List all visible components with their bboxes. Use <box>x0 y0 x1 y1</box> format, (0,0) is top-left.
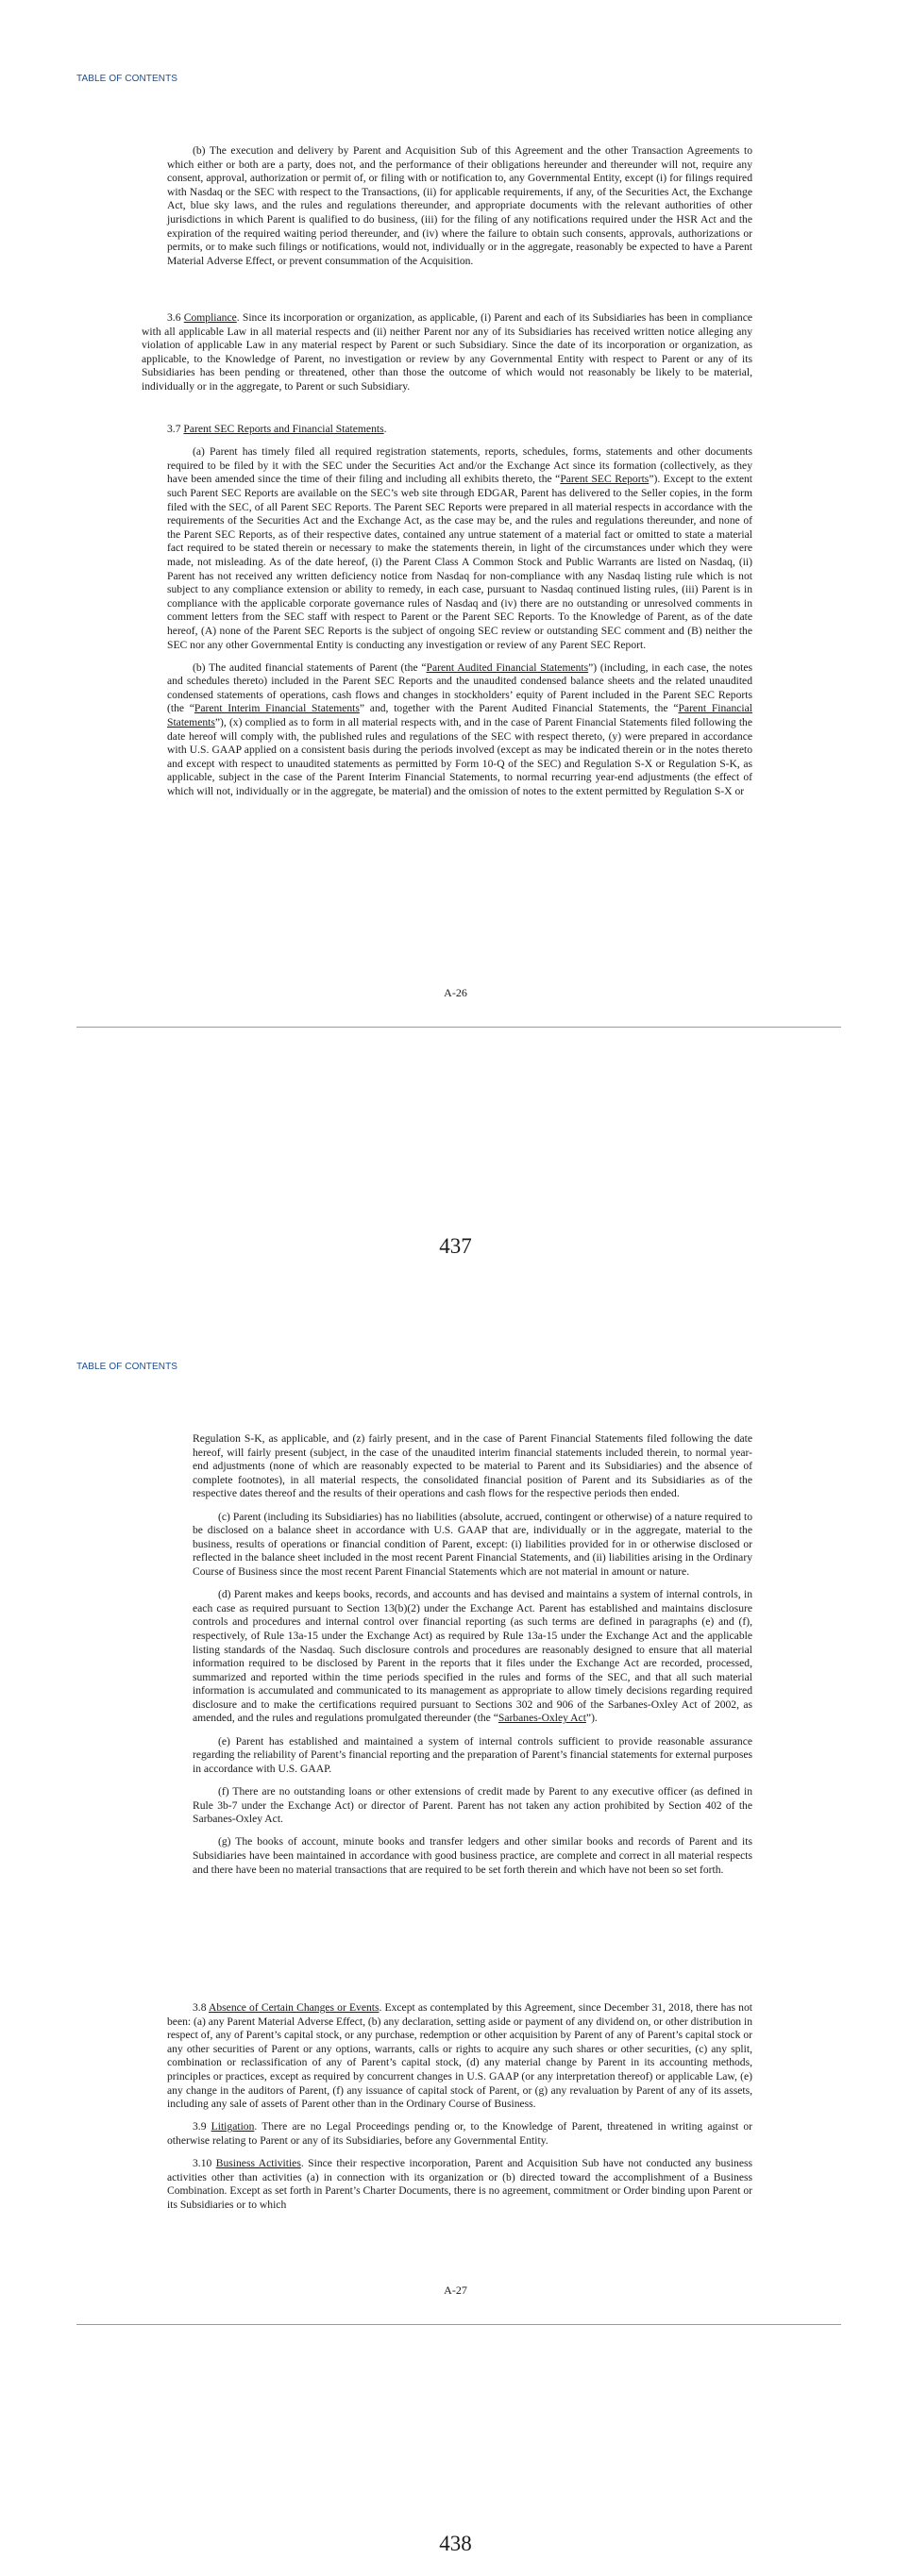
section-text: . Except as contemplated by this Agreement, since December 31, 2018, there has not been: (a) any Parent Material Adverse Effect, (b) any declaration, setting aside or payment of any dividend on, or other distribution in respect of, any of Parent’s capital stock, or any purchase, redemption or other acquisition by Parent of any of Parent’s capital stock or any other securities of Parent or any options, warrants, calls or rights to acquire any such shares or other securities, (c) any split, combination or reclassification of any of Parent’s capital stock, (d) any material change by Parent in its accounting methods, principles or practices, except as required by concurrent changes in U.S. GAAP (or any interpretation thereof) or applicable Law, (e) any change in the auditors of Parent, (f) any issuance of capital stock of Parent, or (g) any revaluation by Parent of any of its assets, including any sale of assets of Parent other than in the Ordinary Course of Business. <box>167 2001 752 2111</box>
paragraph-3-7-c: (c) Parent (including its Subsidiaries) has no liabilities (absolute, accrued, contingent or otherwise) of a nature required to be disclosed on a balance sheet in accordance with U.S. GAAP that are, individually or in the aggregate, material to the business, results of operations or financial condition of Parent, except: (i) liabilities provided for in or otherwise disclosed or reflected in the balance sheet included in the most recent Parent Financial Statements, and (ii) liabilities arising in the Ordinary Course of Business since the most recent Parent Financial Statements which are not material in amount or nature. <box>193 1510 752 1578</box>
defined-term-parent-sec-reports: Parent SEC Reports <box>560 473 650 486</box>
defined-term-sarbanes-oxley: Sarbanes-Oxley Act <box>498 1712 586 1725</box>
paragraph-text: ”). <box>585 1712 598 1725</box>
section-number: 3.10 <box>193 2157 212 2170</box>
table-of-contents-link[interactable]: TABLE OF CONTENTS <box>76 74 178 84</box>
section-3-10-business-activities <box>167 2157 752 2212</box>
paragraph-3-7-b-continued: Regulation S-K, as applicable, and (z) fairly present, and in the case of Parent Financial Statements filed following the date hereof, will fairly present (subject, in the case of the unaudited interim financial statements included therein, to normal year-end adjustments (none of which are reasonably expected to be material to Parent and its Subsidiaries) and the absence of complete footnotes), in all material respects, the consolidated financial position of Parent and its Subsidiaries as of the respective dates thereof and the results of their operations and cash flows for the respective periods then ended. <box>193 1432 752 1500</box>
page-number: 437 <box>439 1234 472 1258</box>
page-folio: A-27 <box>444 2283 467 2297</box>
section-text: . Since its incorporation or organization, as applicable, (i) Parent and each of its Subsidiaries has been in compliance with all applicable Law in all material respects and (ii) neither Parent nor any of its Subsidiaries has received written notice alleging any violation of applicable Law in any material respect by Parent or such Subsidiary. Since the date of its incorporation or organization, as applicable, to the Knowledge of Parent, no investigation or review by any Governmental Entity with respect to Parent or any of its Subsidiaries has been pending or threatened, other than those the outcome of which would not reasonably be likely to be material, individually or in the aggregate, to Parent or such Subsidiary. <box>142 311 753 393</box>
section-number: 3.6 <box>167 311 181 324</box>
paragraph-text: ”) (including, in each case, the notes and schedules thereto) included in the Parent SEC Reports and the unaudited condensed balance sheets and the related unaudited condensed statements of operations, cash flows and changes in stockholders’ equity of Parent included in the Parent SEC Reports (the “ <box>167 661 753 715</box>
section-3-8-absence-of-changes <box>167 2001 752 2112</box>
page-a26-body <box>167 144 752 277</box>
paragraph-3-7-f: (f) There are no outstanding loans or other extensions of credit made by Parent to any executive officer (as defined in Rule 3b-7 under the Exchange Act) or director of Parent. Parent has not taken any action prohibited by Section 402 of the Sarbanes-Oxley Act. <box>193 1785 752 1826</box>
section-title-absence-of-changes: Absence of Certain Changes or Events <box>209 2001 380 2014</box>
section-3-7-block <box>167 423 752 808</box>
section-3-9-litigation <box>167 2120 752 2148</box>
section-title-sec-reports: Parent SEC Reports and Financial Statements <box>183 423 384 435</box>
paragraph-text: (d) Parent makes and keeps books, records, and accounts and has devised and maintains a system of internal controls, in each case as required pursuant to Section 13(b)(2) under the Exchange Act. Parent has established and maintains disclosure controls and procedures and internal control over financial reporting (as such terms are defined in paragraphs (e) and (f), respectively, of Rule 13a-15 under the Exchange Act) as required by Rule 13a-15 under the Exchange Act and the applicable listing standards of the Nasdaq. Such disclosure controls and procedures are reasonably designed to ensure that all material information required to be disclosed by Parent in the reports that it files under the Exchange Act are recorded, processed, summarized and reported within the time periods specified in the rules and forms of the SEC, and that all such material information is accumulated and communicated to its management as appropriate to allow timely decisions regarding required disclosure and to make the certifications required pursuant to Sections 302 and 906 of the Sarbanes-Oxley Act of 2002, as amended, and the rules and regulations promulgated thereunder (the “ <box>193 1588 752 1725</box>
defined-term-parent-fs: Parent Financial Statements <box>167 702 752 729</box>
section-title-compliance: Compliance <box>183 311 237 324</box>
table-of-contents-link[interactable]: TABLE OF CONTENTS <box>76 1362 178 1372</box>
section-text: . There are no Legal Proceedings pending or, to the Knowledge of Parent, threatened in writing against or otherwise relating to Parent or any of its Subsidiaries, before any Governmental Entity. <box>167 2120 752 2147</box>
paragraph-3-7-d <box>193 1588 752 1726</box>
paragraph-text: ”). Except to the extent such Parent SEC Reports are available on the SEC’s web site through EDGAR, Parent has delivered to the Seller copies, in the form filed with the SEC, of all Parent SEC Reports. The Parent SEC Reports were prepared in all material respects in accordance with the requirements of the Securities Act and the Exchange Act, as the case may be, and the rules and regulations thereunder, and none of the Parent SEC Reports, as of their respective dates, contained any untrue statement of a material fact or omitted to state a material fact required to be stated therein or necessary to make the statements therein, in light of the circumstances under which they were made, not misleading. As of the date hereof, (i) the Parent Class A Common Stock and Public Warrants are listed on Nasdaq, (ii) Parent has not received any written deficiency notice from Nasdaq for non-compliance with any Nasdaq listing rule which is not subject to any compliance extension or ability to remedy, in each case, pursuant to Nasdaq continued listing rules, (iii) Parent is in compliance with the applicable corporate governance rules of Nasdaq and (iv) there are no outstanding or unresolved comments in comment letters from the SEC staff with respect to Parent or the Parent SEC Reports. To the Knowledge of Parent, as of the date hereof, (A) none of the Parent SEC Reports is the subject of ongoing SEC review or outstanding SEC comment and (B) neither the SEC nor any other Governmental Entity is conducting any investigation or review of any Parent SEC Report. <box>167 473 753 651</box>
section-3-6-block <box>142 311 753 403</box>
section-3-7-heading <box>142 423 752 437</box>
paragraph-text: (b) The audited financial statements of Parent (the “ <box>193 661 427 674</box>
paragraph-3-7-b <box>167 661 752 799</box>
defined-term-interim-fs: Parent Interim Financial Statements <box>194 702 360 715</box>
section-title-litigation: Litigation <box>211 2120 255 2133</box>
paragraph-3-7-a <box>167 445 752 652</box>
sections-3-8-to-3-10 <box>167 2001 752 2221</box>
paragraph-3-7-e: (e) Parent has established and maintained a system of internal controls sufficient to provide reasonable assurance regarding the reliability of Parent’s financial reporting and the preparation of Parent’s financial statements for external purposes in accordance with U.S. GAAP. <box>193 1734 752 1775</box>
section-number: 3.8 <box>193 2001 207 2014</box>
section-text: . Since their respective incorporation, Parent and Acquisition Sub have not conducted any business activities other than activities (a) in connection with its organization or (b) directed toward the accomplishment of a Business Combination. Except as set forth in Parent’s Charter Documents, there is no agreement, commitment or Order binding upon Parent or its Subsidiaries or to which <box>167 2157 752 2211</box>
paragraph-text: ” and, together with the Parent Audited Financial Statements, the “ <box>359 702 679 715</box>
section-title-period: . <box>383 423 387 435</box>
document-page-a27 <box>0 1288 911 2576</box>
paragraph-text: (a) Parent has timely filed all required registration statements, reports, schedules, forms, statements and other documents required to be filed by it with the SEC under the Securities Act and/or the Exchange Act since its formation (collectively, as they have been amended since the time of their filing and including all exhibits thereto, the “ <box>167 445 752 486</box>
paragraph-3-5-b: (b) The execution and delivery by Parent and Acquisition Sub of this Agreement and the other Transaction Agreements to which either or both are a party, does not, and the performance of their obligations hereunder and thereunder will not, require any consent, approval, authorization or permit of, or filing with or notification to, any Governmental Entity, except (i) for filings required with Nasdaq or the SEC with respect to the Transactions, (ii) for applicable requirements, if any, of the Securities Act, the Exchange Act, blue sky laws, and the rules and regulations thereunder, and appropriate documents with the relevant authorities of other jurisdictions in which Parent is qualified to do business, (iii) for the filing of any notifications required under the HSR Act and the expiration of the required waiting period thereunder, and (iv) where the failure to obtain such consents, approvals, authorizations or permits, or to make such filings or notifications, would not, individually or in the aggregate, reasonably be expected to have a Parent Material Adverse Effect, or prevent consummation of the Acquisition. <box>167 144 752 267</box>
page-divider <box>76 2324 841 2325</box>
section-number: 3.9 <box>193 2120 207 2133</box>
section-title-business-activities: Business Activities <box>215 2157 301 2170</box>
page-a27-body <box>193 1432 752 1886</box>
section-3-6-compliance <box>142 311 752 394</box>
defined-term-audited-fs: Parent Audited Financial Statements <box>426 661 589 674</box>
page-folio: A-26 <box>444 986 467 999</box>
page-number: 438 <box>439 2532 472 2555</box>
page-divider <box>76 1027 841 1028</box>
paragraph-3-7-g: (g) The books of account, minute books and transfer ledgers and other similar books and records of Parent and its Subsidiaries have been maintained in accordance with good business practice, are complete and correct in all material respects and there have been no material transactions that are required to be set forth therein and which have not been so set forth. <box>193 1835 752 1876</box>
section-number: 3.7 <box>167 423 181 435</box>
paragraph-text: ”), (x) complied as to form in all material respects with, and in the case of Parent Financial Statements filed following the date hereof will comply with, the published rules and regulations of the SEC with respect thereto, (y) were prepared in accordance with U.S. GAAP applied on a consistent basis during the periods involved (except as may be indicated therein or in the notes thereto and except with respect to unaudited statements as permitted by Form 10-Q of the SEC) and Regulation S-X or Regulation S-K, as applicable, subject in the case of the Parent Interim Financial Statements, to normal recurring year-end adjustments (the effect of which will not, individually or in the aggregate, be material) and the omission of notes to the extent permitted by Regulation S-X or <box>167 716 752 798</box>
